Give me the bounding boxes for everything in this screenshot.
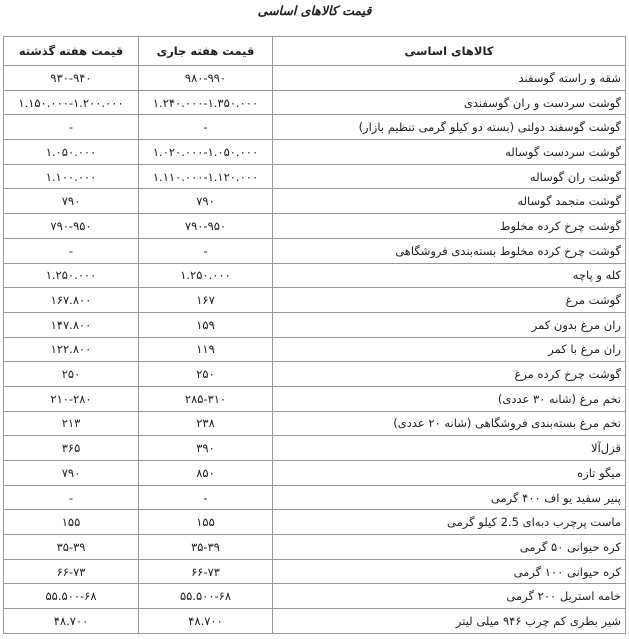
current-price-cell: ۱.۲۴۰.۰۰۰-۱.۳۵۰.۰۰۰	[139, 90, 273, 115]
current-price-cell: ۱۵۹	[139, 312, 273, 337]
item-cell: گوشت گوسفند دولتی (بسته دو کیلو گرمی تنظیم بازار)	[273, 115, 626, 140]
previous-price-cell: ۱۲۲.۸۰۰	[4, 337, 139, 362]
item-cell: ماست پرچرب دبه‌ای 2.5 کیلو گرمی	[273, 510, 626, 535]
item-cell: کله و پاچه	[273, 263, 626, 288]
previous-price-cell: ۲۵۰	[4, 362, 139, 387]
table-body	[4, 66, 626, 634]
previous-price-cell: ۱.۰۵۰.۰۰۰	[4, 140, 139, 165]
current-price-cell: ۳۵-۳۹	[139, 535, 273, 560]
item-cell: کره حیوانی ۵۰ گرمی	[273, 535, 626, 560]
table-row	[4, 386, 626, 411]
table-header-row	[4, 37, 626, 66]
current-price-cell: ۵۵.۵۰۰-۶۸	[139, 584, 273, 609]
previous-price-cell: ۵۵.۵۰۰-۶۸	[4, 584, 139, 609]
item-cell: تخم مرغ (شانه ۳۰ عددی)	[273, 386, 626, 411]
item-cell: تخم مرغ بسته‌بندی فروشگاهی (شانه ۲۰ عددی)	[273, 411, 626, 436]
current-price-cell: ۱۶۷	[139, 288, 273, 313]
item-cell: گوشت سردست گوساله	[273, 140, 626, 165]
table-row	[4, 411, 626, 436]
previous-price-cell: -	[4, 238, 139, 263]
table-row	[4, 312, 626, 337]
current-price-cell: ۶۶-۷۳	[139, 559, 273, 584]
item-cell: قزل‌آلا	[273, 436, 626, 461]
item-cell: گوشت مرغ	[273, 288, 626, 313]
item-cell: گوشت منجمد گوساله	[273, 189, 626, 214]
current-price-cell: -	[139, 485, 273, 510]
price-table	[3, 36, 626, 634]
table-row	[4, 362, 626, 387]
header-item: کالاهای اساسی	[273, 37, 626, 66]
table-row	[4, 535, 626, 560]
previous-price-cell: ۲۱۳	[4, 411, 139, 436]
page-title: قیمت کالاهای اساسی	[257, 3, 372, 18]
previous-price-cell: ۱.۲۵۰.۰۰۰	[4, 263, 139, 288]
current-price-cell: ۸۵۰	[139, 461, 273, 486]
table-row	[4, 189, 626, 214]
item-cell: ران مرغ با کمر	[273, 337, 626, 362]
item-cell: پنیر سفید یو اف ۴۰۰ گرمی	[273, 485, 626, 510]
current-price-cell: ۱۱۹	[139, 337, 273, 362]
item-cell: گوشت چرخ کرده مخلوط	[273, 214, 626, 239]
table-row	[4, 461, 626, 486]
item-cell: گوشت چرخ کرده مرغ	[273, 362, 626, 387]
item-cell: گوشت سردست و ران گوسفندی	[273, 90, 626, 115]
current-price-cell: ۲۵۰	[139, 362, 273, 387]
item-cell: میگو تازه	[273, 461, 626, 486]
table-row	[4, 510, 626, 535]
previous-price-cell: ۴۸.۷۰۰	[4, 609, 139, 634]
previous-price-cell: ۲۱۰-۲۸۰	[4, 386, 139, 411]
header-previous-week: قیمت هفته گذشته	[4, 37, 139, 66]
table-row	[4, 238, 626, 263]
table-row	[4, 485, 626, 510]
item-cell: گوشت ران گوساله	[273, 164, 626, 189]
item-cell: ران مرغ بدون کمر	[273, 312, 626, 337]
table-row	[4, 263, 626, 288]
current-price-cell: ۷۹۰	[139, 189, 273, 214]
table-row	[4, 140, 626, 165]
previous-price-cell: ۱۶۷.۸۰۰	[4, 288, 139, 313]
item-cell: شیر بطری کم چرب ۹۴۶ میلی لیتر	[273, 609, 626, 634]
table-row	[4, 164, 626, 189]
previous-price-cell: ۱.۱۵۰.۰۰۰-۱.۲۰۰.۰۰۰	[4, 90, 139, 115]
table-row	[4, 584, 626, 609]
current-price-cell: ۱۵۵	[139, 510, 273, 535]
current-price-cell: ۱.۲۵۰.۰۰۰	[139, 263, 273, 288]
previous-price-cell: ۱۴۷.۸۰۰	[4, 312, 139, 337]
previous-price-cell: ۷۹۰	[4, 189, 139, 214]
current-price-cell: -	[139, 115, 273, 140]
previous-price-cell: -	[4, 115, 139, 140]
previous-price-cell: ۹۳۰-۹۴۰	[4, 66, 139, 91]
item-cell: کره حیوانی ۱۰۰ گرمی	[273, 559, 626, 584]
previous-price-cell: ۱.۱۰۰.۰۰۰	[4, 164, 139, 189]
table-row	[4, 609, 626, 634]
table-row	[4, 90, 626, 115]
current-price-cell: ۳۹۰	[139, 436, 273, 461]
table-row	[4, 559, 626, 584]
item-cell: شقه و راسته گوسفند	[273, 66, 626, 91]
previous-price-cell: ۳۵-۳۹	[4, 535, 139, 560]
current-price-cell: ۴۸.۷۰۰	[139, 609, 273, 634]
previous-price-cell: ۶۶-۷۳	[4, 559, 139, 584]
table-row	[4, 436, 626, 461]
current-price-cell: -	[139, 238, 273, 263]
current-price-cell: ۱.۱۱۰.۰۰۰-۱.۱۲۰.۰۰۰	[139, 164, 273, 189]
previous-price-cell: ۱۵۵	[4, 510, 139, 535]
header-current-week: قیمت هفته جاری	[139, 37, 273, 66]
item-cell: گوشت چرخ کرده مخلوط بسته‌بندی فروشگاهی	[273, 238, 626, 263]
current-price-cell: ۹۸۰-۹۹۰	[139, 66, 273, 91]
table-row	[4, 214, 626, 239]
previous-price-cell: -	[4, 485, 139, 510]
table-row	[4, 66, 626, 91]
previous-price-cell: ۷۹۰	[4, 461, 139, 486]
previous-price-cell: ۳۶۵	[4, 436, 139, 461]
item-cell: خامه استریل ۲۰۰ گرمی	[273, 584, 626, 609]
table-row	[4, 115, 626, 140]
current-price-cell: ۱.۰۲۰.۰۰۰-۱.۰۵۰.۰۰۰	[139, 140, 273, 165]
current-price-cell: ۷۹۰-۹۵۰	[139, 214, 273, 239]
current-price-cell: ۲۸۵-۳۱۰	[139, 386, 273, 411]
table-row	[4, 288, 626, 313]
current-price-cell: ۲۳۸	[139, 411, 273, 436]
table-row	[4, 337, 626, 362]
previous-price-cell: ۷۹۰-۹۵۰	[4, 214, 139, 239]
